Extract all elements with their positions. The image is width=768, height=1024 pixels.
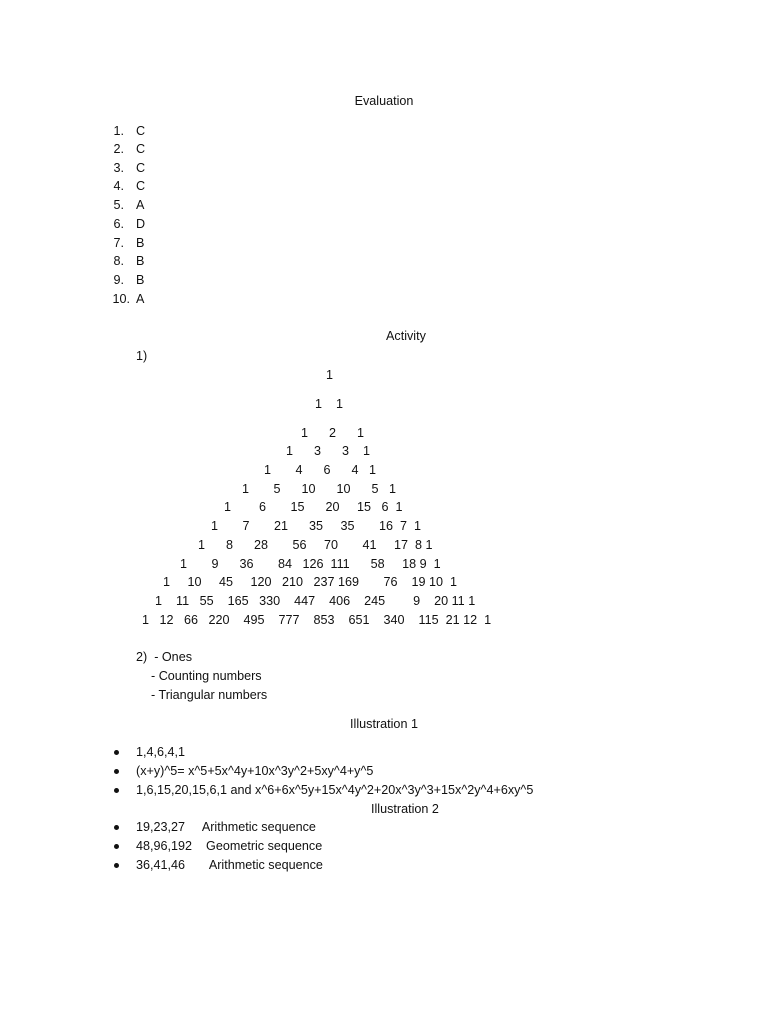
triangle-row: 1 3 3 1	[286, 444, 370, 458]
illustration-2-item: 19,23,27 Arithmetic sequence	[136, 820, 316, 834]
answer-letter: A	[136, 198, 145, 212]
triangle-row: 1 4 6 4 1	[264, 463, 376, 477]
illustration-2-title: Illustration 2	[371, 802, 439, 816]
triangle-row: 1 6 15 20 15 6 1	[224, 500, 403, 514]
question-1-label: 1)	[136, 349, 148, 363]
triangle-row: 1 9 36 84 126 111 58 18 9 1	[180, 557, 441, 571]
triangle-row: 1 8 28 56 70 41 17 8 1	[198, 538, 433, 552]
question-2-item: - Counting numbers	[151, 669, 262, 683]
answer-number: 5.	[113, 198, 124, 212]
illustration-1-item: 1,6,15,20,15,6,1 and x^6+6x^5y+15x^4y^2+20x^3y^3+15x^2y^4+6xy^5	[136, 783, 534, 797]
evaluation-title: Evaluation	[354, 94, 414, 108]
triangle-row: 1	[326, 368, 334, 382]
answer-number: 1.	[113, 124, 124, 138]
triangle-row: 1 11 55 165 330 447 406 245 9 20 11 1	[155, 594, 476, 608]
answer-number: 9.	[113, 273, 124, 287]
triangle-row: 1 5 10 10 5 1	[242, 482, 397, 496]
illustration-2-item: 36,41,46 Arithmetic sequence	[136, 858, 323, 872]
triangle-row: 1 12 66 220 495 777 853 651 340 115 21 12 1	[142, 613, 492, 627]
bullet-icon	[114, 825, 119, 830]
answer-letter: C	[136, 142, 146, 156]
answer-letter: A	[136, 292, 145, 306]
question-2-label: 2) - Ones	[136, 650, 192, 664]
answer-letter: B	[136, 236, 145, 250]
triangle-row: 1 2 1	[301, 426, 364, 440]
answer-letter: B	[136, 254, 145, 268]
answer-letter: C	[136, 161, 146, 175]
answer-number: 7.	[113, 236, 124, 250]
answer-letter: D	[136, 217, 146, 231]
answer-letter: C	[136, 124, 146, 138]
illustration-1-item: (x+y)^5= x^5+5x^4y+10x^3y^2+5xy^4+y^5	[136, 764, 374, 778]
answer-number: 4.	[113, 179, 124, 193]
answer-letter: C	[136, 179, 146, 193]
answer-number: 2.	[113, 142, 124, 156]
bullet-icon	[114, 863, 119, 868]
bullet-icon	[114, 769, 119, 774]
triangle-row: 1 1	[315, 397, 344, 411]
answer-letter: B	[136, 273, 145, 287]
activity-title: Activity	[386, 329, 426, 343]
bullet-icon	[114, 750, 119, 755]
bullet-icon	[114, 788, 119, 793]
answer-number: 6.	[113, 217, 124, 231]
answer-number: 10.	[112, 292, 130, 306]
illustration-1-title: Illustration 1	[350, 717, 418, 731]
illustration-1-item: 1,4,6,4,1	[136, 745, 186, 759]
answer-number: 3.	[113, 161, 124, 175]
answer-number: 8.	[113, 254, 124, 268]
illustration-2-item: 48,96,192 Geometric sequence	[136, 839, 323, 853]
bullet-icon	[114, 844, 119, 849]
question-2-item: - Triangular numbers	[151, 688, 268, 702]
triangle-row: 1 7 21 35 35 16 7 1	[211, 519, 422, 533]
triangle-row: 1 10 45 120 210 237 169 76 19 10 1	[163, 575, 458, 589]
